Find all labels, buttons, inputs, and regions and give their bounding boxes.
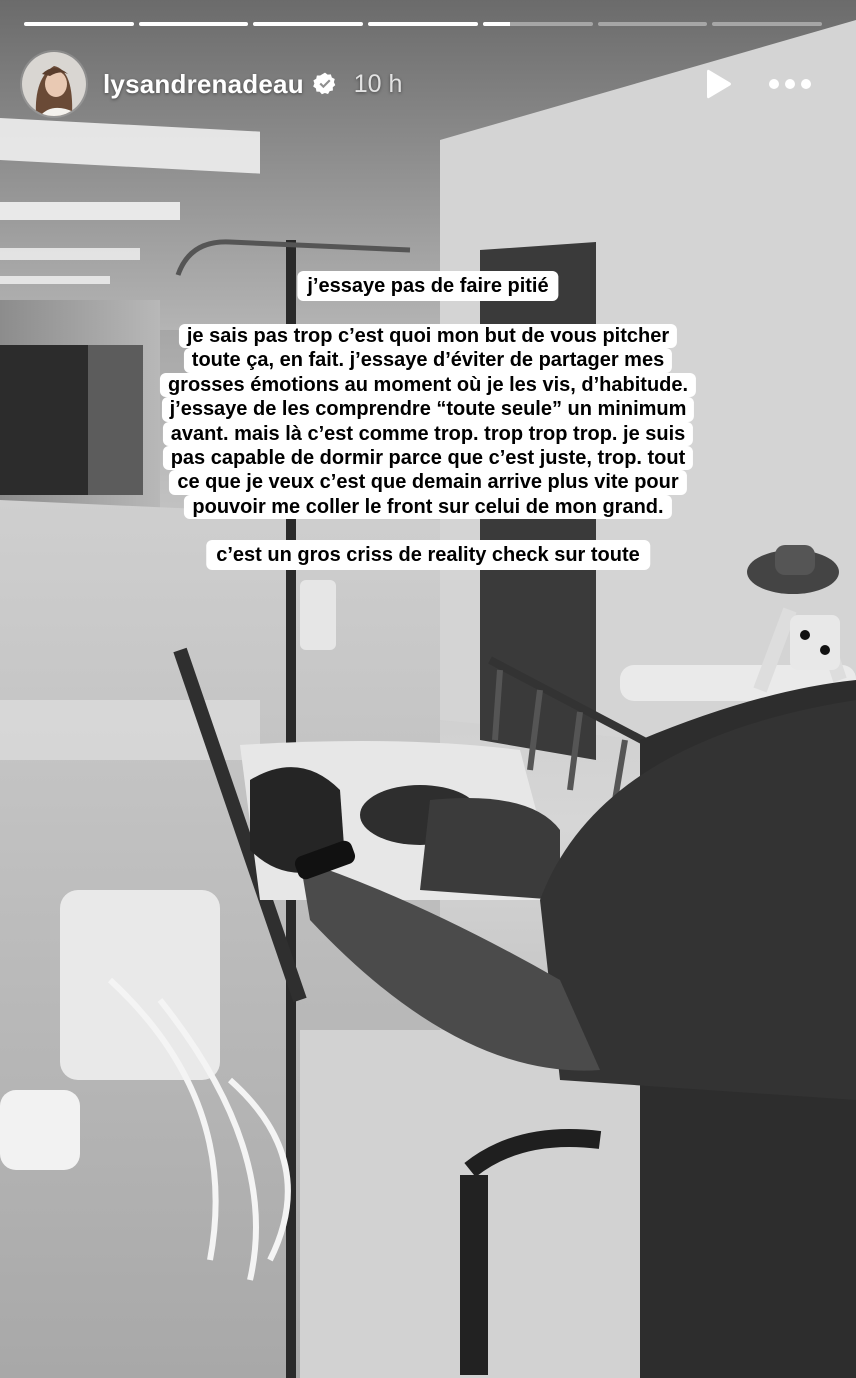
caption-closing xyxy=(206,540,650,570)
play-button[interactable] xyxy=(702,64,736,104)
caption-line: pas capable de dormir parce que c’est juste, trop. tout xyxy=(163,446,694,470)
progress-fill xyxy=(253,22,363,26)
caption-line: toute ça, en fait. j’essaye d’éviter de partager mes xyxy=(184,348,672,372)
caption-line: j’essaye de les comprendre “toute seule” un minimum xyxy=(162,397,695,421)
caption-line: ce que je veux c’est que demain arrive plus vite pour xyxy=(169,470,686,494)
progress-segment xyxy=(598,22,708,26)
caption-line: avant. mais là c’est comme trop. trop trop trop. je suis xyxy=(163,422,694,446)
play-icon xyxy=(705,68,733,100)
username[interactable]: lysandrenadeau xyxy=(103,68,304,99)
avatar[interactable] xyxy=(22,52,86,116)
caption-line: grosses émotions au moment où je les vis, d’habitude. xyxy=(160,373,696,397)
caption-line: je sais pas trop c’est quoi mon but de vous pitcher xyxy=(179,324,677,348)
progress-fill xyxy=(139,22,249,26)
progress-fill xyxy=(368,22,478,26)
progress-segment xyxy=(483,22,593,26)
more-icon xyxy=(768,78,812,90)
progress-segment xyxy=(24,22,134,26)
caption-line: j’essaye pas de faire pitié xyxy=(297,271,558,301)
story-header xyxy=(22,52,816,116)
progress-segment xyxy=(139,22,249,26)
more-options-button[interactable] xyxy=(764,64,816,104)
progress-segment xyxy=(253,22,363,26)
progress-fill xyxy=(483,22,510,26)
caption-line: c’est un gros criss de reality check sur toute xyxy=(206,540,650,570)
story-progress-bar xyxy=(24,22,822,26)
progress-segment xyxy=(712,22,822,26)
caption-title xyxy=(297,271,558,301)
progress-segment xyxy=(368,22,478,26)
progress-fill xyxy=(24,22,134,26)
verified-badge-icon xyxy=(312,71,338,97)
caption-body xyxy=(160,324,696,519)
post-time: 10 h xyxy=(353,69,403,98)
caption-line: pouvoir me coller le front sur celui de mon grand. xyxy=(184,495,671,519)
